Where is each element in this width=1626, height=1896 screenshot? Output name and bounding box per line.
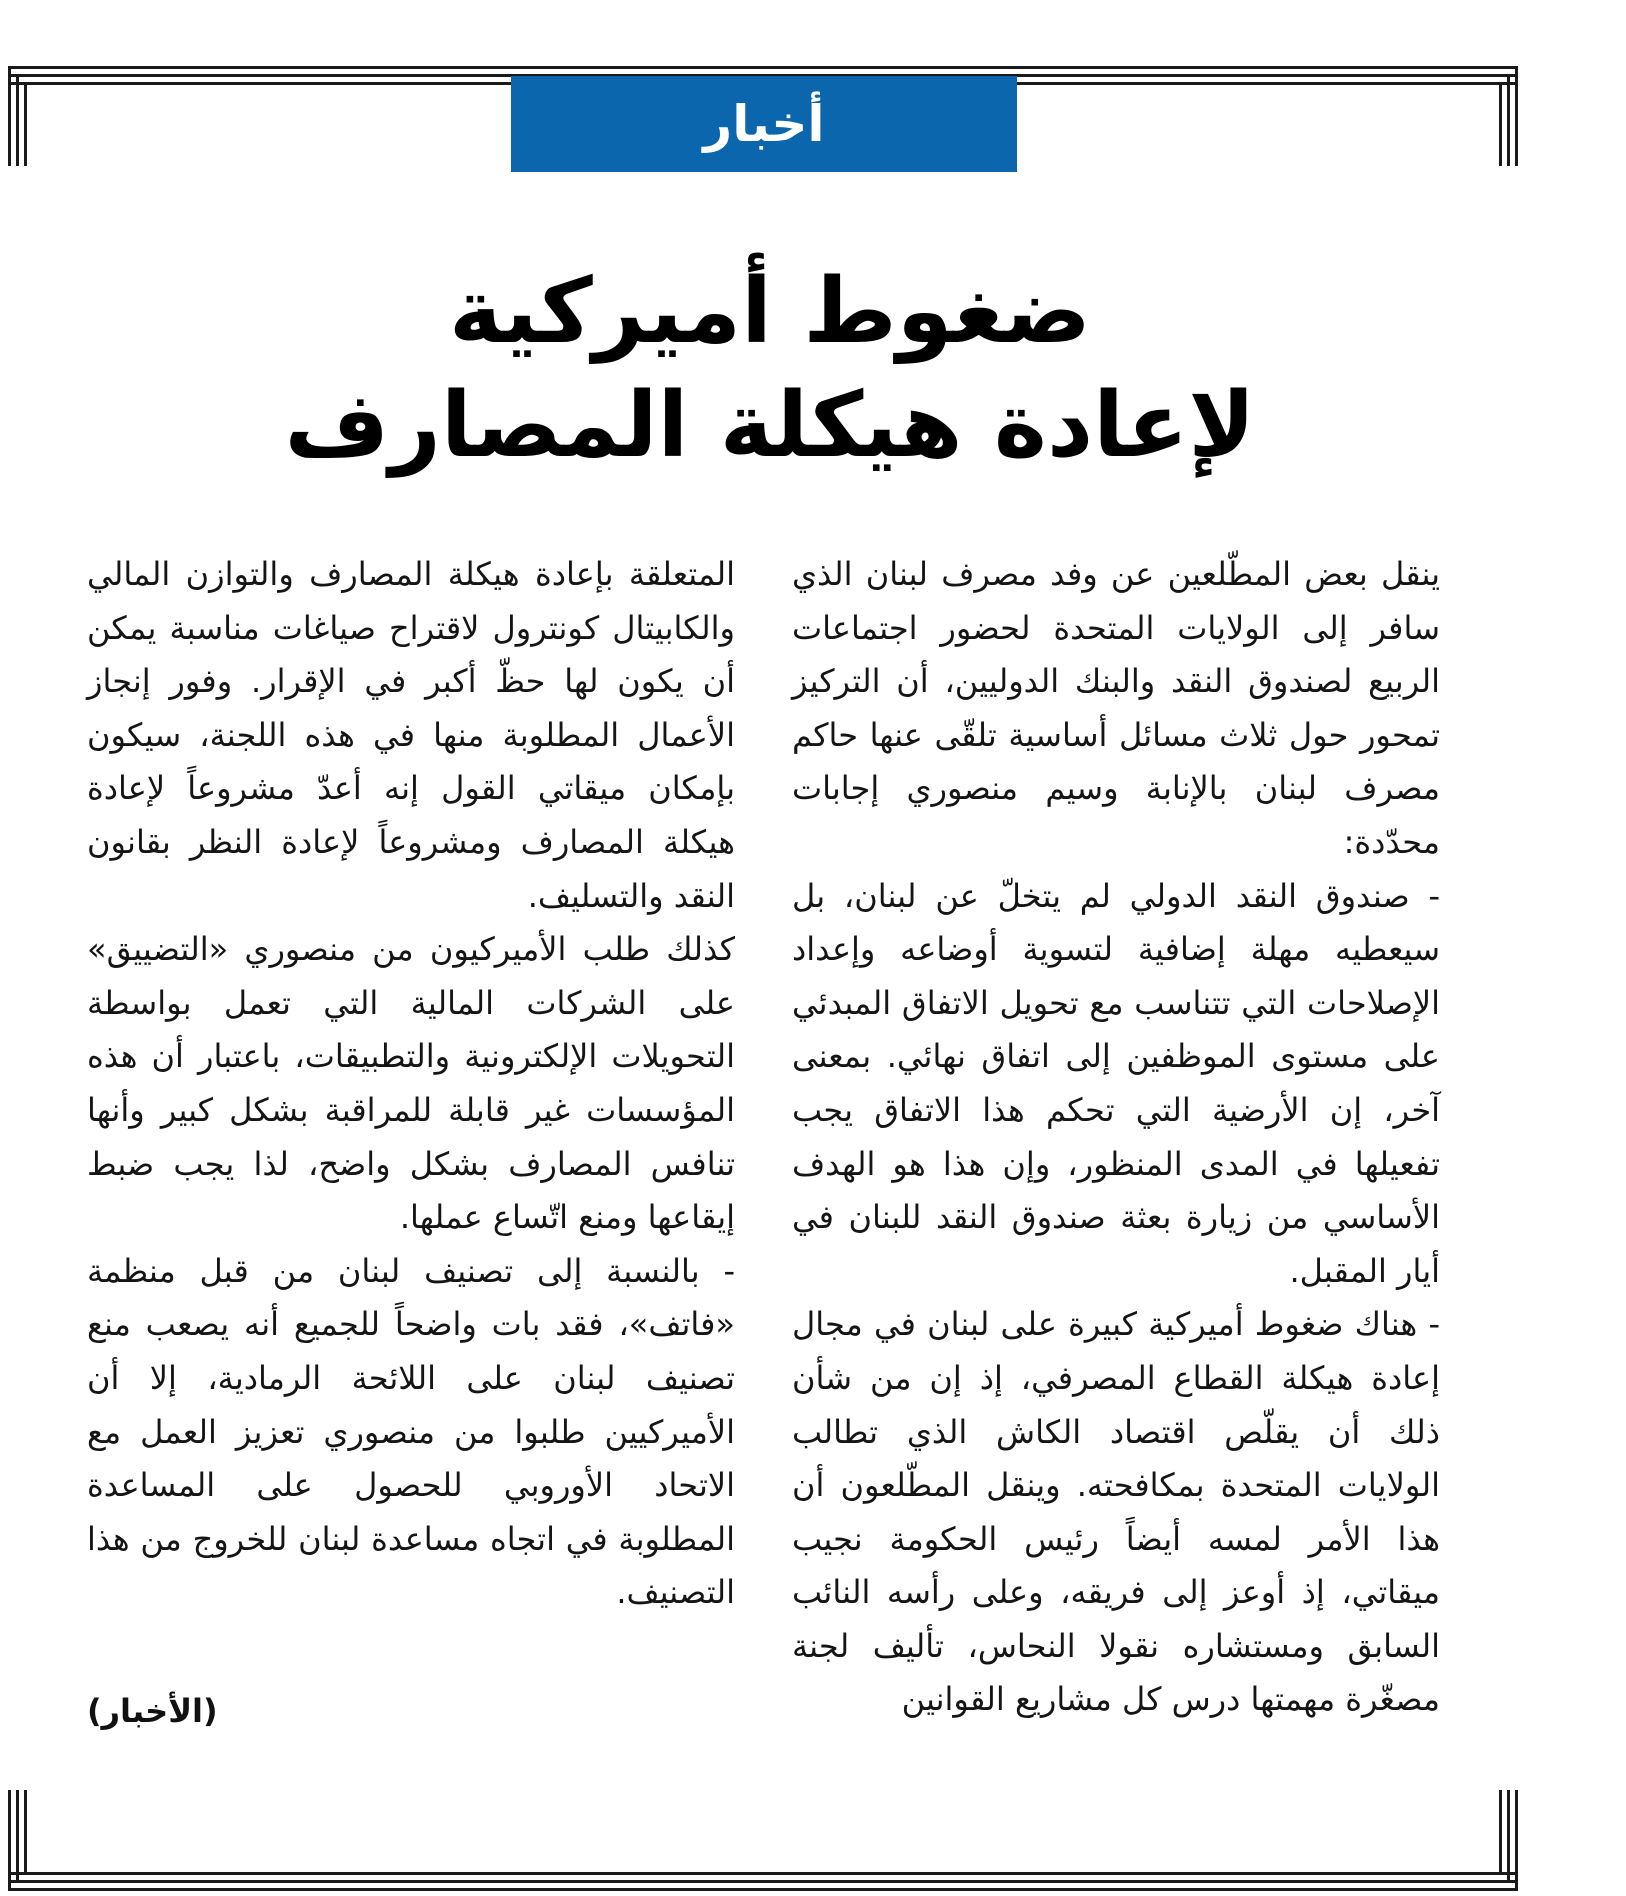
frame-bottom-left-post-1 <box>8 1790 11 1891</box>
article-column-right <box>792 548 1440 1727</box>
frame-bottom-line-middle <box>8 1880 1518 1883</box>
frame-bottom-right-post-2 <box>1507 1790 1510 1883</box>
section-label: أخبار <box>703 95 825 153</box>
frame-top-right-post-1 <box>1515 66 1518 166</box>
frame-top-left-post-3 <box>24 82 27 166</box>
frame-top-left-post-2 <box>16 74 19 166</box>
frame-bottom-left-post-2 <box>16 1790 19 1883</box>
paragraph: ينقل بعض المطّلعين عن وفد مصرف لبنان الذي سافر إلى الولايات المتحدة لحضور اجتماعات الربيع لصندوق النقد والبنك الدوليين، أن التركيز تمحور حول ثلاث مسائل أساسية تلقّى عنها حاكم مصرف لبنان بالإنابة وسيم منصوري إجابات محدّدة: <box>792 555 1440 861</box>
frame-bottom-left-post-3 <box>24 1790 27 1875</box>
frame-bottom-right-post-3 <box>1499 1790 1502 1875</box>
paragraph: كذلك طلب الأميركيون من منصوري «التضييق» على الشركات المالية التي تعمل بواسطة التحويلات الإلكترونية والتطبيقات، باعتبار أن هذه المؤسسات غير قابلة للمراقبة بشكل كبير وأنها تنافس المصارف بشكل واضح، لذا يجب ضبط إيقاعها ومنع اتّساع عملها. <box>87 930 735 1237</box>
article-headline <box>180 255 1360 483</box>
frame-top-left-post-1 <box>8 66 11 166</box>
paragraph: المتعلقة بإعادة هيكلة المصارف والتوازن المالي والكابيتال كونترول لاقتراح صياغات مناسبة يمكن أن يكون لها حظّ أكبر في الإقرار. وفور إنجاز الأعمال المطلوبة منها في هذه اللجنة، سيكون بإمكان ميقاتي القول إنه أعدّ مشروعاً لإعادة هيكلة المصارف ومشروعاً لإعادة النظر بقانون النقد والتسليف. <box>87 555 735 915</box>
frame-top-right-post-2 <box>1507 74 1510 166</box>
frame-top-line-outer <box>8 66 1518 69</box>
paragraph: - بالنسبة إلى تصنيف لبنان من قبل منظمة «فاتف»، فقد بات واضحاً للجميع أنه يصعب منع تصنيف لبنان على اللائحة الرمادية، إلا أن الأميركيين طلبوا من منصوري تعزيز العمل مع الاتحاد الأوروبي للحصول على المساعدة المطلوبة في اتجاه مساعدة لبنان للخروج من هذا التصنيف. <box>87 1251 735 1612</box>
frame-top-right-post-3 <box>1499 82 1502 166</box>
headline-line-2: لإعادة هيكلة المصارف <box>284 373 1256 478</box>
frame-bottom-line-outer <box>8 1888 1518 1891</box>
section-tab <box>511 76 1017 172</box>
article-signature: (الأخبار) <box>87 1692 218 1730</box>
paragraph: - هناك ضغوط أميركية كبيرة على لبنان في مجال إعادة هيكلة القطاع المصرفي، إذ إن من شأن ذلك أن يقلّص اقتصاد الكاش الذي تطالب الولايات المتحدة بمكافحته. وينقل المطّلعون أن هذا الأمر لمسه أيضاً رئيس الحكومة نجيب ميقاتي، إذ أوعز إلى فريقه، وعلى رأسه النائب السابق ومستشاره نقولا النحاس، تأليف لجنة مصغّرة مهمتها درس كل مشاريع القوانين <box>792 1305 1440 1719</box>
frame-bottom-right-post-1 <box>1515 1790 1518 1891</box>
frame-bottom-line-inner <box>8 1872 1518 1875</box>
paragraph: - صندوق النقد الدولي لم يتخلّ عن لبنان، بل سيعطيه مهلة إضافية لتسوية أوضاعه وإعداد الإصلاحات التي تتناسب مع تحويل الاتفاق المبدئي على مستوى الموظفين إلى اتفاق نهائي. بمعنى آخر، إن الأرضية التي تحكم هذا الاتفاق يجب تفعيلها في المدى المنظور، وإن هذا هو الهدف الأساسي من زيارة بعثة صندوق النقد للبنان في أيار المقبل. <box>792 876 1440 1290</box>
article-column-left <box>87 548 735 1620</box>
headline-line-1: ضغوط أميركية <box>449 259 1091 364</box>
